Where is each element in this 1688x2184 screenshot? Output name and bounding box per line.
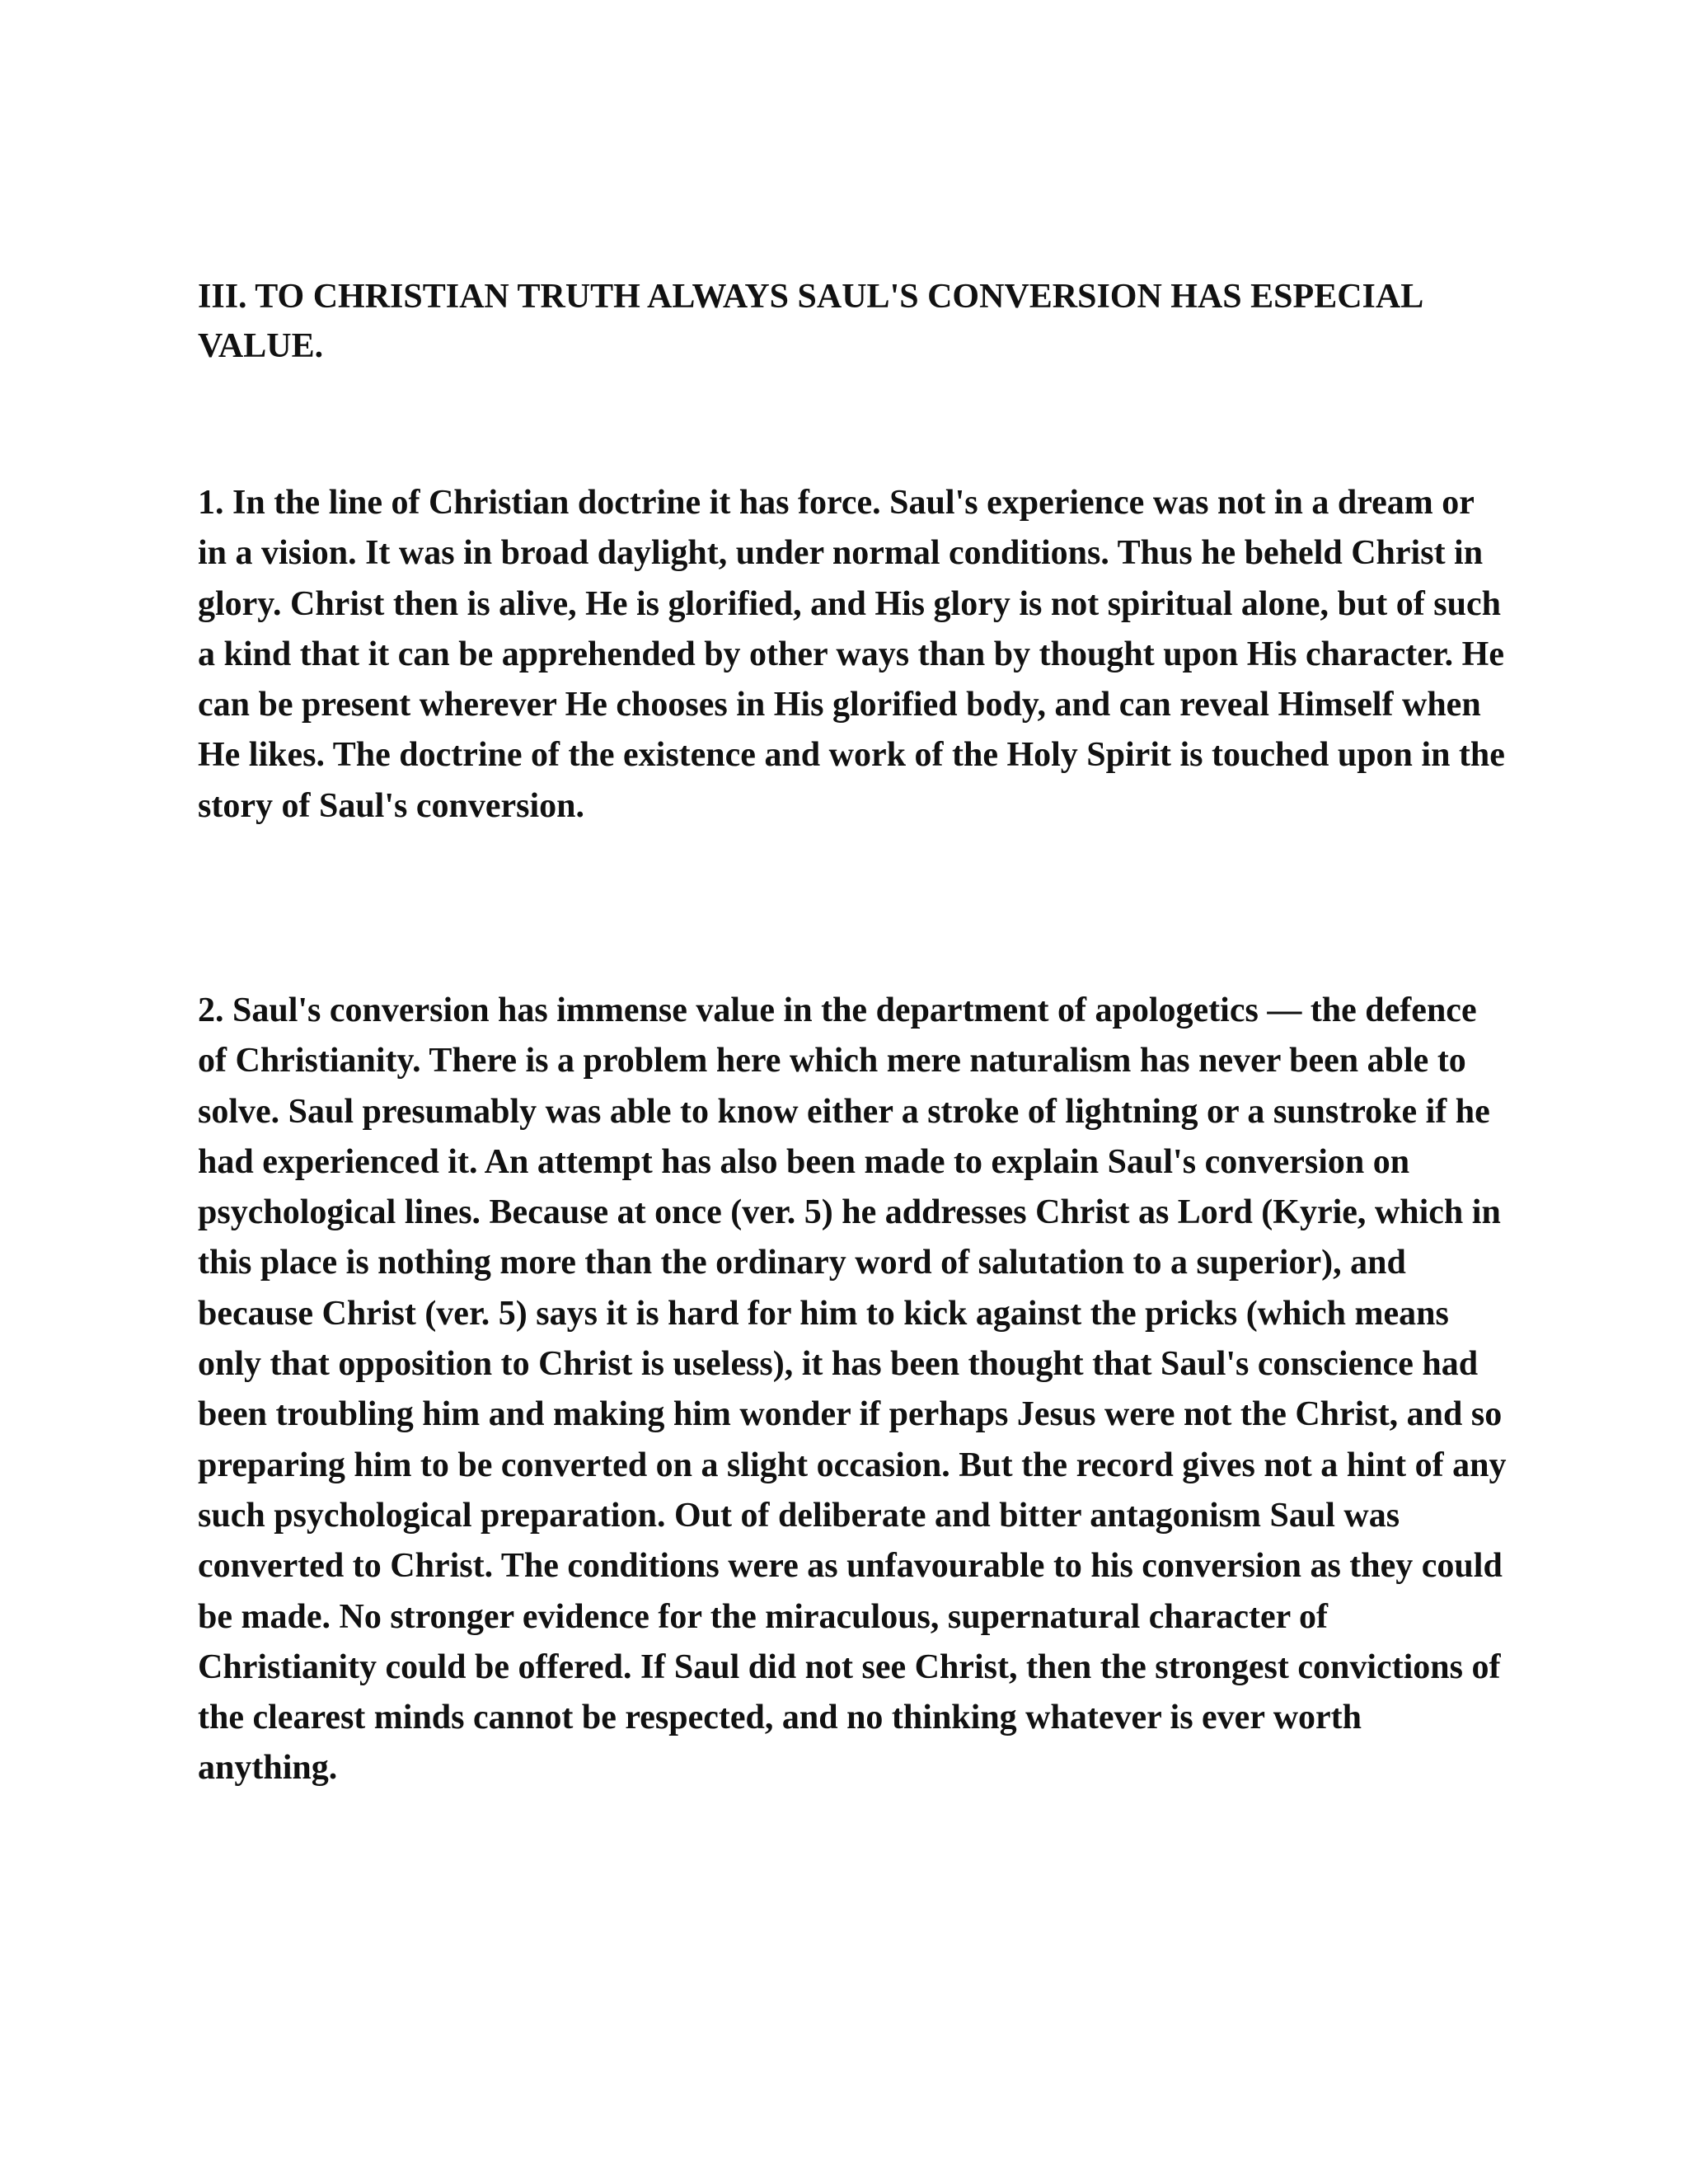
paragraph-apologetics: 2. Saul's conversion has immense value in the department of apologetics — the defence of Christianity. There is a problem here which mere naturalism has never been able to solve. Saul presumably was able to know either a stroke of lightning or a sunstroke if he had experienced it. An attempt has also been made to explain Saul's conversion on psychological lines. Because at once (ver. 5) he addresses Christ as Lord (Kyrie, which in this place is nothing more than the ordinary word of salutation to a superior), and because Christ (ver. 5) says it is hard for him to kick against the pricks (which means only that opposition to Christ is useless), it has been thought that Saul's conscience had been troubling him and making him wonder if perhaps Jesus were not the Christ, and so preparing him to be converted on a slight occasion. But the record gives not a hint of any such psychological preparation. Out of deliberate and bitter antagonism Saul was converted to Christ. The conditions were as unfavourable to his conversion as they could be made. No stronger evidence for the miraculous, supernatural character of Christianity could be offered. If Saul did not see Christ, then the strongest convictions of the clearest minds cannot be respected, and no thinking whatever is ever worth anything.	[198, 991, 1507, 1788]
paragraph-doctrine: 1. In the line of Christian doctrine it has force. Saul's experience was not in a dream or in a vision. It was in broad daylight, under normal conditions. Thus he beheld Christ in glory. Christ then is alive, He is glorified, and His glory is not spiritual alone, but of such a kind that it can be apprehended by other ways than by thought upon His character. He can be present wherever He chooses in His glorified body, and can reveal Himself when He likes. The doctrine of the existence and work of the Holy Spirit is touched upon in the story of Saul's conversion.	[198, 484, 1505, 825]
section-heading: III. TO CHRISTIAN TRUTH ALWAYS SAUL'S CONVERSION HAS ESPECIAL VALUE.	[198, 278, 1422, 365]
